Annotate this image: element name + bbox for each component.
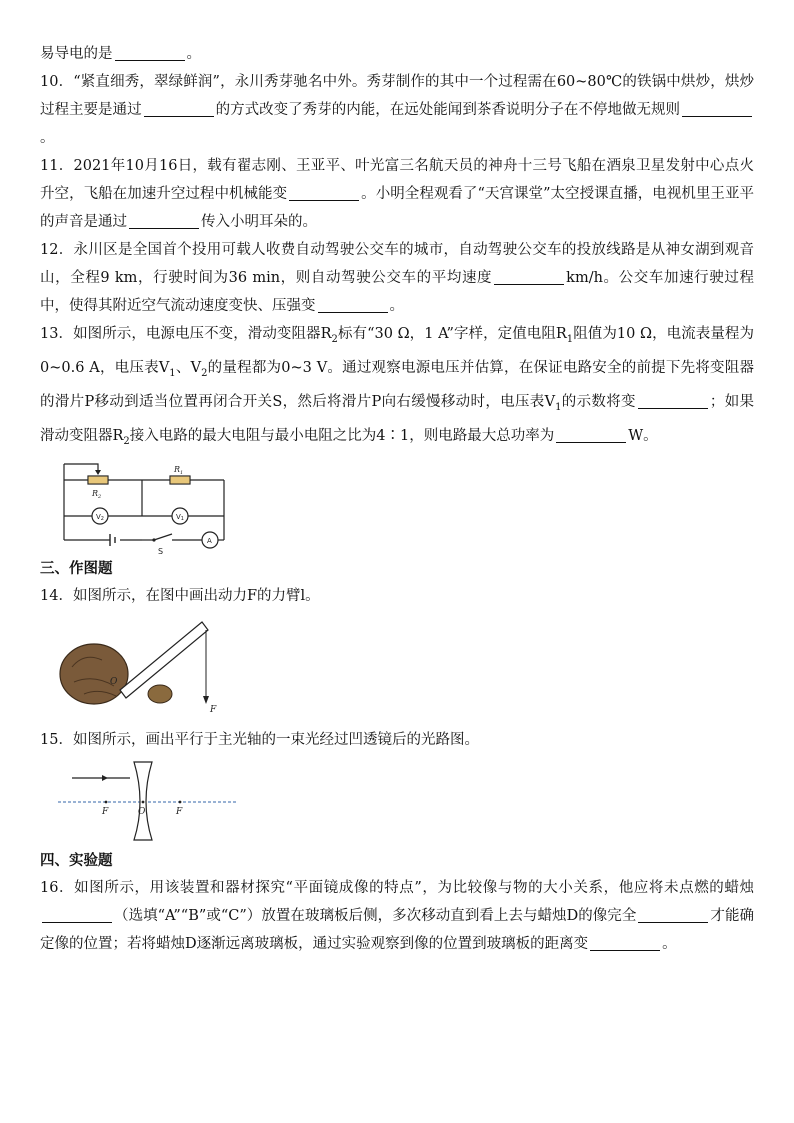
q13-text-e: 的量程都为0~3 V。通过观察电源电压并估算，在保证电路安全的前提下先将变阻器的滑片P移动到适当位置再闭合开关S，然后将滑片P向右缓慢移动时，电压表V	[40, 359, 754, 410]
q12-text-a: 12．永川区是全国首个投用可载人收费自动驾驶公交车的城市，自动驾驶公交车的投放线路是从神女湖到观音山，全程9 km，行驶时间为36 min，则自动驾驶公交车的平均速度	[40, 242, 754, 286]
large-rock	[60, 644, 128, 704]
section-heading-3: 三、作图题	[40, 560, 113, 577]
switch-lever	[154, 534, 172, 540]
q10-text-c: 。	[40, 130, 55, 146]
q16-text-d: 。	[662, 935, 677, 952]
q12-text-c: 。	[389, 298, 404, 314]
question-15: 15．如图所示，画出平行于主光轴的一束光经过凹透镜后的光路图。	[40, 731, 479, 748]
label-f: F	[210, 704, 217, 715]
q13-text-h: 接入电路的最大电阻与最小电阻之比为4∶1，则电路最大总功率为	[129, 427, 555, 444]
q16-text-c: 才能确定像的位置；若将蜡烛D逐渐远离玻璃板，通过实验观察到像的位置到玻璃板的距离变	[40, 907, 754, 952]
subscript: 2	[201, 367, 208, 379]
answer-blank[interactable]	[494, 268, 564, 285]
answer-blank[interactable]	[638, 392, 708, 409]
subscript: 2	[123, 435, 130, 447]
slider-wire	[64, 464, 98, 474]
q16-text-a: 16．如图所示，用该装置和器材探究“平面镜成像的特点”，为比较像与物的大小关系，他应将未点燃的蜡烛	[40, 879, 754, 896]
question-13	[40, 320, 754, 456]
subscript: 1	[169, 367, 176, 379]
subscript: 1	[555, 401, 562, 413]
optical-center-point	[142, 800, 145, 803]
focus-left-point	[105, 800, 108, 803]
label-optical-center: O	[138, 806, 146, 817]
answer-blank[interactable]	[115, 44, 185, 61]
q11-text-a: 11．2021年10月16日，载有翟志刚、王亚平、叶光富三名航天员的神舟十三号飞船在酒泉卫星发射中心点火升空，飞船在加速升空过程中机械能变	[40, 158, 754, 202]
q10-text-b: 的方式改变了秀芽的内能，在远处能闻到茶香说明分子在不停地做无规则	[215, 102, 681, 118]
resistor-fill	[170, 476, 190, 484]
q13-text-c: 阻值为10 Ω，电流表量程为0~0.6 A，电压表V	[40, 326, 754, 376]
q9-tail-text: 易导电的是	[40, 46, 113, 62]
q13-text-a: 13．如图所示，电源电压不变，滑动变阻器R	[40, 326, 332, 342]
force-arrow	[203, 696, 209, 704]
q16-text-b: （选填“A”“B”或“C”）放置在玻璃板后侧，多次移动直到看上去与蜡烛D的像完全	[114, 907, 637, 924]
concave-lens-diagram	[58, 760, 238, 842]
q11-text-b: 。小明全程观看了“天宫课堂”太空授课直播，电视机里王亚平的声音是通过	[40, 186, 755, 230]
q13-text-f: 的示数将变	[561, 393, 636, 410]
document-page	[40, 40, 754, 958]
answer-blank[interactable]	[318, 296, 388, 313]
label-v2: V2	[96, 512, 104, 522]
focus-right-point	[179, 800, 182, 803]
q9-tail-end: 。	[186, 46, 201, 62]
question-16	[40, 874, 754, 958]
q11-text-c: 传入小明耳朵的。	[201, 214, 317, 230]
section-heading-4: 四、实验题	[40, 852, 113, 869]
q9-tail	[40, 40, 754, 68]
question-11	[40, 152, 754, 236]
subscript: 1	[566, 333, 574, 345]
question-10	[40, 68, 754, 152]
q10-text-a: 10．“紧直细秀，翠绿鲜润”，永川秀芽驰名中外。秀芽制作的其中一个过程需在60~80℃的铁锅中烘炒，烘炒过程主要是通过	[40, 74, 754, 118]
label-v1: V1	[176, 512, 184, 522]
label-o: O	[110, 676, 118, 687]
q13-text-d: 、V	[175, 359, 202, 376]
answer-blank[interactable]	[144, 100, 214, 117]
q13-text-g: ；如果滑动变阻器R	[40, 393, 755, 444]
answer-blank[interactable]	[590, 934, 660, 951]
slider-arrow	[95, 470, 101, 475]
circuit-diagram	[58, 460, 258, 556]
switch-contact	[152, 538, 155, 541]
answer-blank[interactable]	[289, 184, 359, 201]
question-12	[40, 236, 754, 320]
question-14: 14．如图所示，在图中画出动力F的力臂l。	[40, 587, 320, 604]
subscript: 2	[331, 333, 338, 345]
label-focus-left: F	[102, 806, 109, 817]
label-r1: $R_1$	[174, 464, 184, 476]
answer-blank[interactable]	[638, 906, 708, 923]
rheostat-fill	[88, 476, 108, 484]
answer-blank[interactable]	[556, 426, 626, 443]
small-rock-fulcrum	[148, 685, 172, 703]
lever-diagram	[54, 612, 254, 722]
q12-text-b: km/h。公交车加速行驶过程中，使得其附近空气流动速度变快、压强变	[40, 270, 755, 314]
label-r2: $R_2$	[92, 488, 102, 500]
q13-text-i: W。	[628, 427, 658, 444]
answer-blank[interactable]	[129, 212, 199, 229]
ray-arrow	[102, 775, 108, 781]
label-switch: S	[158, 546, 164, 556]
label-focus-right: F	[176, 806, 183, 817]
answer-blank[interactable]	[682, 100, 752, 117]
label-ammeter: A	[207, 536, 212, 545]
answer-blank[interactable]	[42, 906, 112, 923]
q13-text-b: 标有“30 Ω，1 A”字样，定值电阻R	[337, 326, 567, 342]
